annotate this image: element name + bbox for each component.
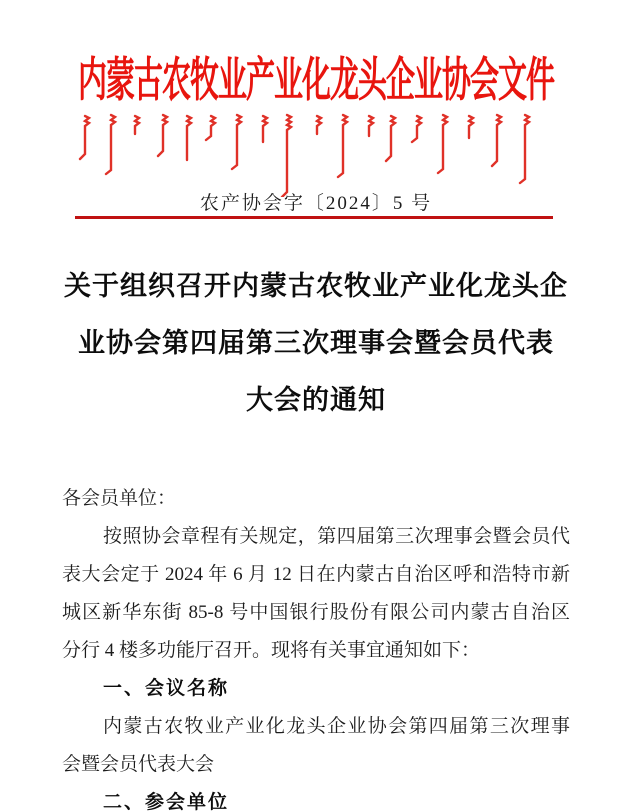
body-line: 内蒙古农牧业产业化龙头企业协会第四届第三次理事 (103, 716, 570, 737)
mongolian-script-row (0, 112, 632, 197)
body-line: 按照协会章程有关规定，第四届第三次理事会暨会员代 (103, 526, 570, 547)
section-heading-2: 二、参会单位 (103, 792, 230, 811)
notice-title-line-1: 关于组织召开内蒙古农牧业产业化龙头企 (64, 271, 568, 301)
body-line: 会暨会员代表大会 (62, 754, 215, 775)
mongolian-script-icon (77, 112, 555, 197)
doc-number: 农产协会字〔2024〕5 号 (199, 193, 433, 214)
notice-title-line-3: 大会的通知 (246, 385, 386, 415)
red-separator-line (75, 216, 553, 219)
body-line: 表大会定于 2024 年 6 月 12 日在内蒙古自治区呼和浩特市新 (62, 564, 570, 585)
section-heading-1: 一、会议名称 (103, 678, 230, 699)
letterhead-org-title (0, 44, 632, 108)
notice-body (62, 480, 570, 811)
notice-title-line-2: 业协会第四届第三次理事会暨会员代表 (78, 328, 554, 358)
salutation: 各会员单位： (62, 488, 177, 509)
body-line: 城区新华东街 85-8 号中国银行股份有限公司内蒙古自治区 (62, 602, 570, 623)
body-line: 分行 4 楼多功能厅召开。现将有关事宜通知如下： (62, 640, 481, 661)
notice-title (0, 258, 632, 429)
org-title-text: 内蒙古农牧业产业化龙头企业协会文件 (77, 55, 554, 108)
